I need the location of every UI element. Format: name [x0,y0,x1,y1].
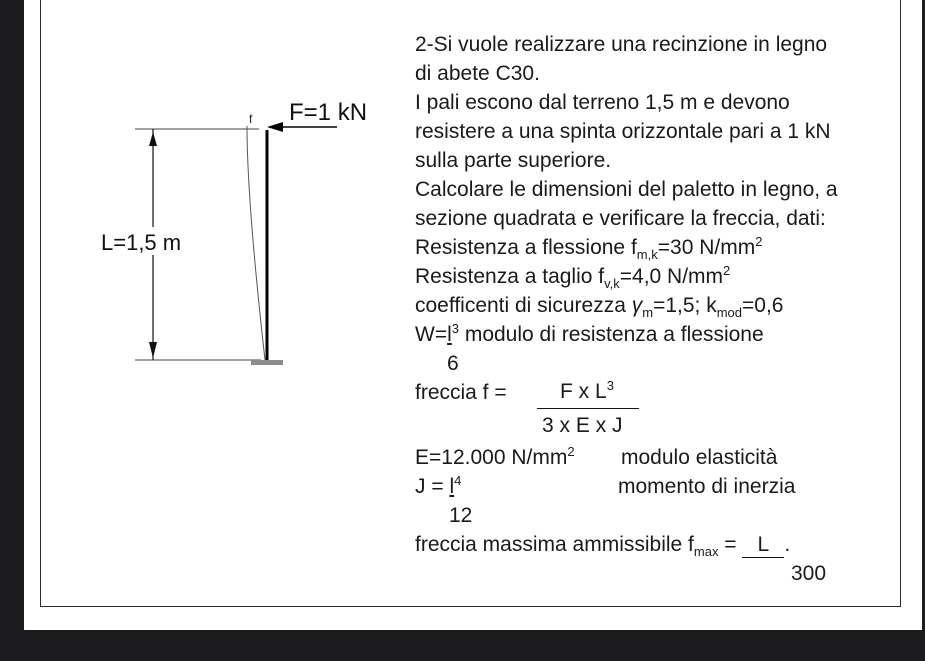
text-title-line2: di abete C30. [415,62,540,85]
freccia-numerator: F x $L^3$ [560,378,614,403]
freccia-fraction-bar [537,408,639,409]
text-line7: sezione quadrata e verificare la freccia, dati: [415,207,826,230]
flex-strength-line: Resistenza a flessione $f_{m,k}=30$ $N/mm^2$ [415,234,763,263]
text-line3: I pali escono dal terreno 1,5 m e devono [415,91,790,114]
freccia-label: freccia f = [415,381,507,404]
cantilever-diagram [101,80,401,460]
length-label: L=1,5 m [101,230,182,255]
dimension-arrow-up [149,132,157,146]
safety-coeff-line: coefficenti di sicurezza $\gamma_m=1,5$; $k_{mod}=0,6$ [415,294,784,321]
ground-support [251,360,283,365]
w-formula-line: $W=l^3$ modulo di resistenza a flessione [415,321,764,346]
shear-strength-line: Resistenza a taglio $f_{v,k}=4,0$ $N/mm^2$ [415,263,731,292]
text-line5: sulla parte superiore. [415,149,612,172]
force-arrowhead [267,122,283,132]
page-sheet [24,0,922,630]
j-description: momento di inerzia [618,475,796,498]
force-label: F=1 kN [289,99,368,126]
text-line4: resistere a una spinta orizzontale pari a 1 kN [415,120,831,143]
w-denominator: 6 [447,352,459,375]
dimension-arrow-down [149,342,157,358]
deflected-shape [247,126,265,360]
e-value-line: E=12.000 $N/mm^2$ [415,444,575,469]
j-formula-line: $J = l^4$ [415,473,462,498]
j-denominator: 12 [449,504,473,527]
e-description: modulo elasticità [621,446,778,469]
content-frame [40,0,901,607]
freccia-denominator: 3 x E x J [542,414,623,437]
text-title-line1: 2-Si vuole realizzare una recinzione in legno [415,33,828,56]
deflection-label: f [249,112,253,126]
fmax-line: freccia massima ammissibile $f_{max} = L$ . [415,533,791,560]
fmax-denominator: 300 [791,562,827,585]
text-line6: Calcolare le dimensioni del paletto in legno, a [415,178,838,201]
